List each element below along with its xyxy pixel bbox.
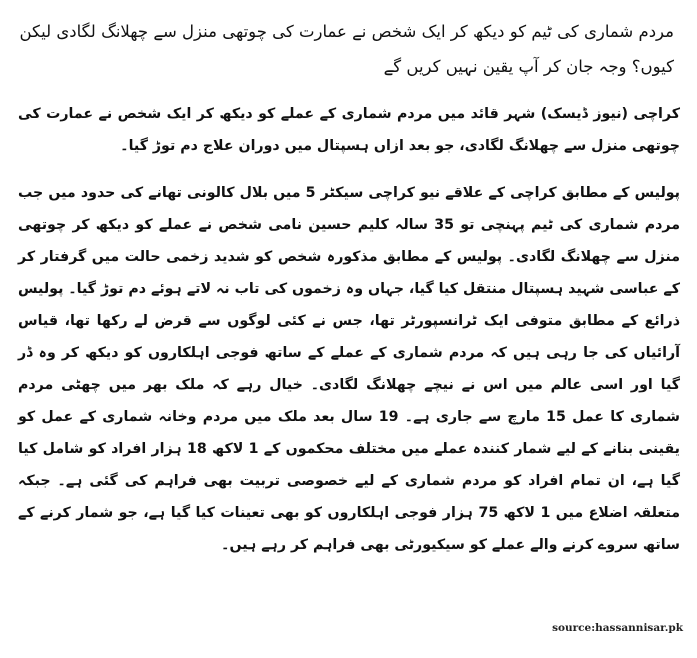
body-paragraph: پولیس کے مطابق کراچی کے علاقے نیو کراچی سیکٹر 5 میں بلال کالونی تھانے کی حدود میں جب مردم شماری کی ٹیم پہنچی تو 35 سالہ کلیم حسین نامی شخص نے عملے کو دیکھ کر چوتھی منزل سے چھلانگ لگادی۔ پولیس کے مطابق مذکورہ شخص کو شدید زخمی حالت میں گرفتار کر کے عباسی شہید ہسپتال منتقل کیا گیا، جہاں وہ زخموں کی تاب نہ لاتے ہوئے دم توڑ گیا۔ پولیس ذرائع کے مطابق متوفی ایک ٹرانسپورٹر تھا، جس نے کئی لوگوں سے قرض لے رکھا تھا، قیاس آرائیاں کی جا رہی ہیں کہ مردم شماری کے عملے کے ساتھ فوجی اہلکاروں کو دیکھ کر وہ ڈر گیا اور اسی عالم میں اس نے نیچے چھلانگ لگادی۔ خیال رہے کہ ملک بھر میں چھٹی مردم شماری کا عمل 15 مارچ سے جاری ہے۔ 19 سال بعد ملک میں مردم وخانہ شماری کے عمل کو یقینی بنانے کے لیے شمار کنندہ عملے میں مختلف محکموں کے 1 لاکھ 18 ہزار افراد کو شامل کیا گیا ہے، ان تمام افراد کو مردم شماری کے لیے خصوصی تربیت بھی فراہم کی گئی ہے۔ جبکہ متعلقہ اضلاع میں 1 لاکھ 75 ہزار فوجی اہلکاروں کو بھی تعینات کیا گیا ہے، جو شمار کرنے کے ساتھ سروے کرنے والے عملے کو سیکیورٹی بھی فراہم کر رہے ہیں۔ <box>18 185 680 553</box>
headline: مردم شماری کی ٹیم کو دیکھ کر ایک شخص نے عمارت کی چوتھی منزل سے چھلانگ لگادی لیکن کیوں؟ وجہ جان کر آپ یقین نہیں کریں گے <box>19 22 674 76</box>
source-credit: source:hassannisar.pk <box>552 622 683 634</box>
article <box>18 14 680 575</box>
intro-paragraph: کراچی (نیوز ڈیسک) شہر قائد میں مردم شماری کے عملے کو دیکھ کر ایک شخص نے عمارت کی چوتھی منزل سے چھلانگ لگادی، جو بعد ازاں ہسپتال میں دوران علاج دم توڑ گیا۔ <box>18 106 680 154</box>
